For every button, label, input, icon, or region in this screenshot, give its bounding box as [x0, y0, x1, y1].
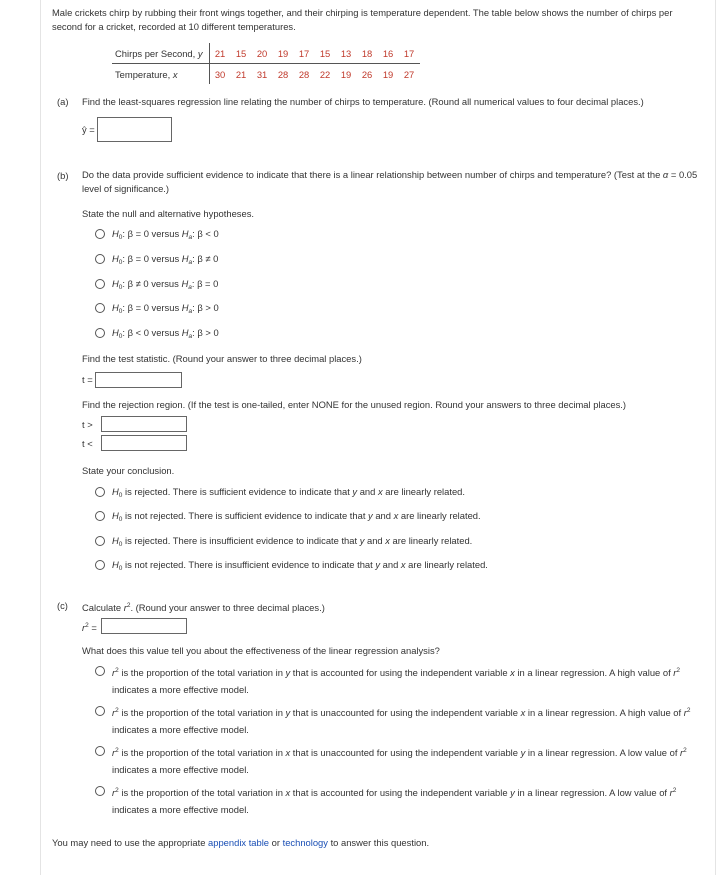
effectiveness-option[interactable]: $r^2$ is the proportion of the total variation in x that is accounted for using the independent variable y in a linear regression. A low value of $r^2$ indicates a more effective model.: [112, 787, 677, 815]
effectiveness-option[interactable]: $r^2$ is the proportion of the total variation in y that is unaccounted for using the independent variable x in a linear regression. A high value of $r^2$ indicates a more effective model.: [112, 707, 691, 735]
hypothesis-option[interactable]: $H_0$: β < 0 versus $H_a$: β > 0: [112, 327, 219, 340]
effectiveness-option[interactable]: $r^2$ is the proportion of the total variation in y that is accounted for using the independent variable x in a linear regression. A high value of $r^2$ indicates a more effective model.: [112, 667, 681, 695]
hypothesis-option[interactable]: $H_0$: β = 0 versus $H_a$: β ≠ 0: [112, 253, 219, 266]
effectiveness-option[interactable]: $r^2$ is the proportion of the total variation in x that is unaccounted for using the independent variable y in a linear regression. A low value of $r^2$ indicates a more effective model.: [112, 747, 687, 775]
hypothesis-radio[interactable]: [95, 254, 105, 264]
regression-line-input[interactable]: [97, 117, 172, 142]
footer-mid: or: [271, 837, 280, 848]
rejection-region-prompt: Find the rejection region. (If the test is one-tailed, enter NONE for the unused region. Round your answers to three decimal places.): [82, 399, 627, 410]
table-cell: 22: [319, 68, 331, 80]
yhat-label: ŷ =: [82, 124, 95, 135]
intro-text: Male crickets chirp by rubbing their front wings together, and their chirping is temperature dependent. The table below shows the number of chirps per second for a cricket, recorded at 10 different temperatures.: [52, 7, 673, 32]
h0-expr: β < 0: [127, 327, 149, 338]
conclusion-text: is rejected. There is sufficient evidence to indicate that y and x are linearly related.: [125, 486, 465, 497]
conclusion-radio[interactable]: [95, 511, 105, 521]
conclusion-prompt: State your conclusion.: [82, 465, 175, 476]
h0-expr: β = 0: [127, 228, 149, 239]
hypothesis-option[interactable]: $H_0$: β = 0 versus $H_a$: β < 0: [112, 228, 219, 241]
table-cell: 15: [315, 43, 336, 64]
table-cell: 31: [256, 68, 268, 80]
table-cell: 18: [357, 43, 378, 64]
footer-note: [52, 837, 429, 849]
effectiveness-radio[interactable]: [95, 786, 105, 796]
part-b-label: (b): [57, 170, 69, 181]
table-cell: 19: [273, 43, 294, 64]
table-cell: 30: [214, 68, 226, 80]
data-table: [112, 43, 420, 84]
hypothesis-radio[interactable]: [95, 328, 105, 338]
table-cell: 21: [209, 43, 231, 64]
conclusion-radio[interactable]: [95, 536, 105, 546]
test-statistic-input[interactable]: [95, 372, 182, 388]
t-greater-label: t >: [82, 419, 93, 430]
t-label: t =: [82, 374, 93, 385]
ha-expr: β ≠ 0: [197, 253, 219, 264]
table-cell: 28: [277, 68, 289, 80]
table-cell: 19: [340, 68, 352, 80]
table-cell: 19: [382, 68, 394, 80]
h0-expr: β ≠ 0: [127, 278, 149, 289]
table-row: [112, 64, 420, 85]
conclusion-radio[interactable]: [95, 560, 105, 570]
hypotheses-prompt: State the null and alternative hypotheses.: [82, 208, 254, 219]
table-cell: 17: [399, 43, 420, 64]
ha-expr: β > 0: [197, 302, 219, 313]
conclusion-option[interactable]: $H_0$ is rejected. There is sufficient evidence to indicate that y and x are linearly related.: [112, 486, 465, 499]
table-cell: 21: [235, 68, 247, 80]
effectiveness-radio[interactable]: [95, 746, 105, 756]
table-cell: 13: [336, 43, 357, 64]
conclusion-option[interactable]: $H_0$ is not rejected. There is sufficient evidence to indicate that y and x are linearly related.: [112, 510, 481, 523]
part-a-label: (a): [57, 96, 69, 107]
rejection-lower-input[interactable]: [101, 435, 187, 451]
table-cell: 27: [403, 68, 415, 80]
table-cell: 26: [361, 68, 373, 80]
effectiveness-radio[interactable]: [95, 706, 105, 716]
ha-expr: β > 0: [197, 327, 219, 338]
r-squared-input[interactable]: [101, 618, 187, 634]
part-a-question: Find the least-squares regression line relating the number of chirps to temperature. (Round all numerical values to four decimal places.): [82, 96, 644, 107]
r2-label: $r^2$ =: [82, 622, 97, 633]
part-c-label: (c): [57, 600, 68, 611]
ha-expr: β = 0: [197, 278, 219, 289]
appendix-table-link[interactable]: appendix table: [208, 837, 270, 848]
table-cell: 20: [252, 43, 273, 64]
conclusion-text: is not rejected. There is sufficient evidence to indicate that y and x are linearly related.: [125, 510, 481, 521]
h0-expr: β = 0: [127, 253, 149, 264]
conclusion-text: is not rejected. There is insufficient evidence to indicate that y and x are linearly related.: [125, 559, 488, 570]
part-c-question: Calculate $r^2$. (Round your answer to three decimal places.): [82, 602, 325, 613]
hypothesis-radio[interactable]: [95, 279, 105, 289]
hypothesis-radio[interactable]: [95, 303, 105, 313]
conclusion-option[interactable]: $H_0$ is rejected. There is insufficient evidence to indicate that y and x are linearly related.: [112, 535, 473, 548]
rejection-upper-input[interactable]: [101, 416, 187, 432]
hypothesis-option[interactable]: $H_0$: β = 0 versus $H_a$: β > 0: [112, 302, 219, 315]
part-b-question: Do the data provide sufficient evidence to indicate that there is a linear relationship between number of chirps and temperature? (Test at the α = 0.05 level of significance.): [82, 169, 698, 194]
conclusion-text: is rejected. There is insufficient evidence to indicate that y and x are linearly related.: [125, 535, 473, 546]
table-cell: 15: [231, 43, 252, 64]
technology-link[interactable]: technology: [282, 837, 328, 848]
row-label-chirps: Chirps per Second, y: [112, 43, 209, 64]
versus-text: versus: [151, 278, 179, 289]
row-label-temperature: Temperature, x: [112, 64, 209, 85]
t-less-label: t <: [82, 438, 93, 449]
table-cell: 28: [298, 68, 310, 80]
versus-text: versus: [151, 302, 180, 313]
table-cell: 17: [294, 43, 315, 64]
table-cell: 16: [378, 43, 399, 64]
versus-text: versus: [151, 327, 180, 338]
footer-post: to answer this question.: [330, 837, 430, 848]
footer-pre: You may need to use the appropriate: [52, 837, 206, 848]
hypothesis-radio[interactable]: [95, 229, 105, 239]
conclusion-option[interactable]: $H_0$ is not rejected. There is insufficient evidence to indicate that y and x are linearly related.: [112, 559, 488, 572]
hypothesis-option[interactable]: $H_0$: β ≠ 0 versus $H_a$: β = 0: [112, 278, 219, 291]
h0-expr: β = 0: [127, 302, 149, 313]
test-stat-prompt: Find the test statistic. (Round your answer to three decimal places.): [82, 353, 362, 364]
effectiveness-prompt: What does this value tell you about the effectiveness of the linear regression analysis?: [82, 645, 440, 656]
table-row: [112, 43, 420, 64]
ha-expr: β < 0: [197, 228, 219, 239]
versus-text: versus: [151, 253, 180, 264]
conclusion-radio[interactable]: [95, 487, 105, 497]
versus-text: versus: [151, 228, 180, 239]
effectiveness-radio[interactable]: [95, 666, 105, 676]
